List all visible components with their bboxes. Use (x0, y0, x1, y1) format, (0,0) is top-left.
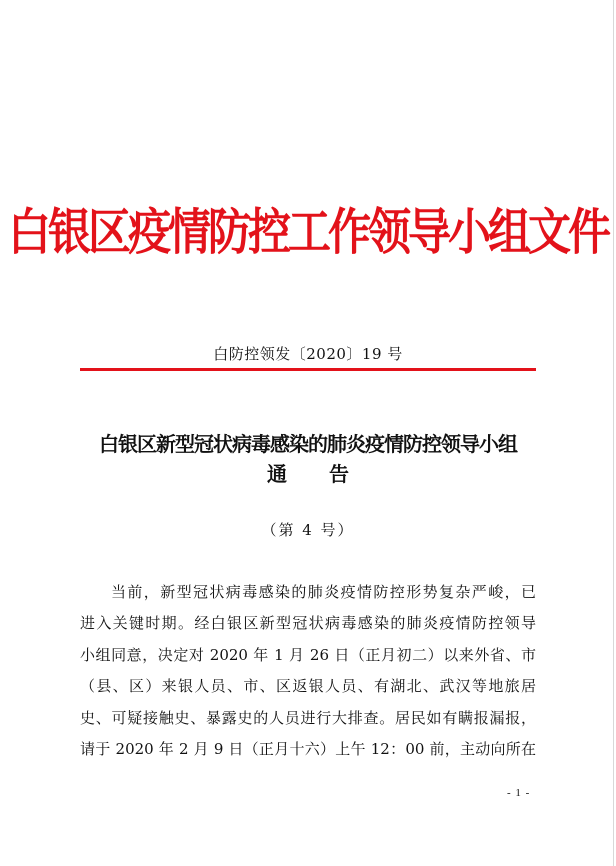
page-number: - 1 - (507, 787, 531, 799)
body-text-line: 小组同意，决定对 2020 年 1 月 26 日（正月初二）以来外省、市 (80, 646, 536, 664)
notice-number: （第 4 号） (261, 521, 355, 539)
document-number: 白防控领发〔2020〕19 号 (213, 345, 403, 363)
red-separator-line (80, 368, 536, 371)
notice-title: 白银区新型冠状病毒感染的肺炎疫情防控领导小组 (99, 432, 517, 456)
body-text-line: 史、可疑接触史、暴露史的人员进行大排查。居民如有瞒报漏报， (80, 709, 536, 727)
body-text-line: （县、区）来银人员、市、区返银人员、有湖北、武汉等地旅居 (80, 677, 536, 695)
body-text-line: 请于 2020 年 2 月 9 日（正月十六）上午 12：00 前，主动向所在 (80, 740, 536, 758)
body-text-line: 进入关键时期。经白银区新型冠状病毒感染的肺炎疫情防控领导 (80, 614, 536, 632)
document-header: 白银区疫情防控工作领导小组文件 (8, 204, 608, 262)
notice-subtitle: 通告 (267, 462, 391, 486)
body-text-line: 当前，新型冠状病毒感染的肺炎疫情防控形势复杂严峻，已 (111, 583, 536, 601)
